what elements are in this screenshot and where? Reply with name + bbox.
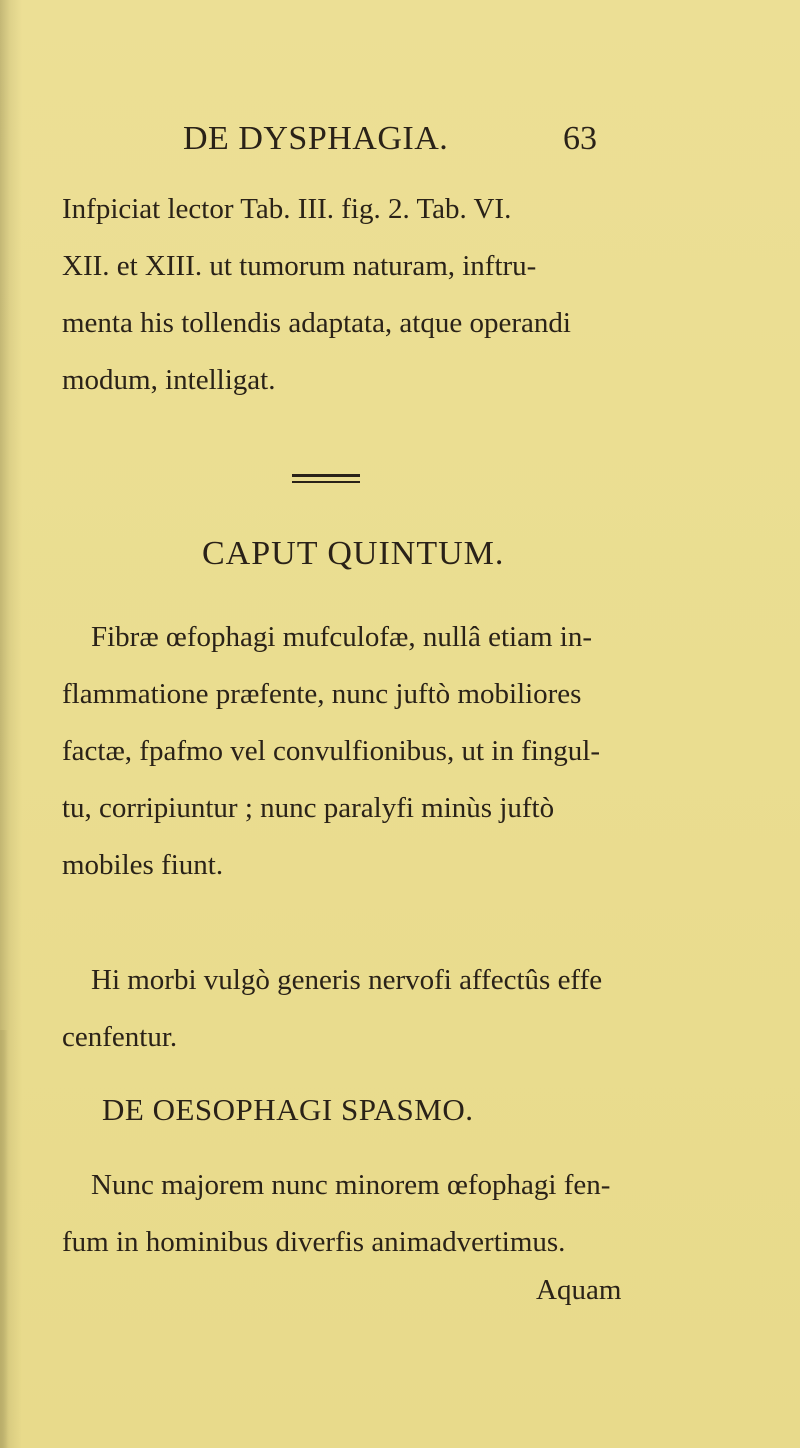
text-line: Infpiciat lector Tab. III. fig. 2. Tab. VI. [62, 193, 512, 225]
text-line: Hi morbi vulgò generis nervofi affectûs effe [91, 964, 603, 996]
section-divider-thin [292, 481, 360, 483]
text-line: tu, corripiuntur ; nunc paralyfi minùs juftò [62, 792, 555, 824]
page-number: 63 [563, 120, 597, 157]
text-line: XII. et XIII. ut tumorum naturam, inftru- [62, 250, 537, 282]
text-line: flammatione præfente, nunc juftò mobiliores [62, 678, 582, 710]
chapter-title: CAPUT QUINTUM. [202, 535, 505, 572]
text-line: fum in hominibus diverfis animadvertimus. [62, 1226, 566, 1258]
page-gutter-shadow [0, 1030, 8, 1448]
text-line: mobiles fiunt. [62, 849, 224, 881]
catchword: Aquam [536, 1274, 622, 1306]
paragraph-3 [62, 952, 602, 1066]
paragraph-4 [62, 1157, 610, 1271]
text-line: Fibræ œfophagi mufculofæ, nullâ etiam in- [91, 621, 592, 653]
paragraph-1 [62, 181, 571, 409]
text-line: Nunc majorem nunc minorem œfophagi fen- [91, 1169, 611, 1201]
text-line: menta his tollendis adaptata, atque operandi [62, 307, 571, 339]
running-head-title: DE DYSPHAGIA. [183, 120, 449, 157]
section-divider-thick [292, 474, 360, 477]
text-line: modum, intelligat. [62, 364, 276, 396]
paragraph-2 [62, 609, 600, 894]
text-line: cenfentur. [62, 1021, 178, 1053]
section-title: DE OESOPHAGI SPASMO. [102, 1092, 474, 1127]
text-line: factæ, fpafmo vel convulfionibus, ut in fingul- [62, 735, 601, 767]
